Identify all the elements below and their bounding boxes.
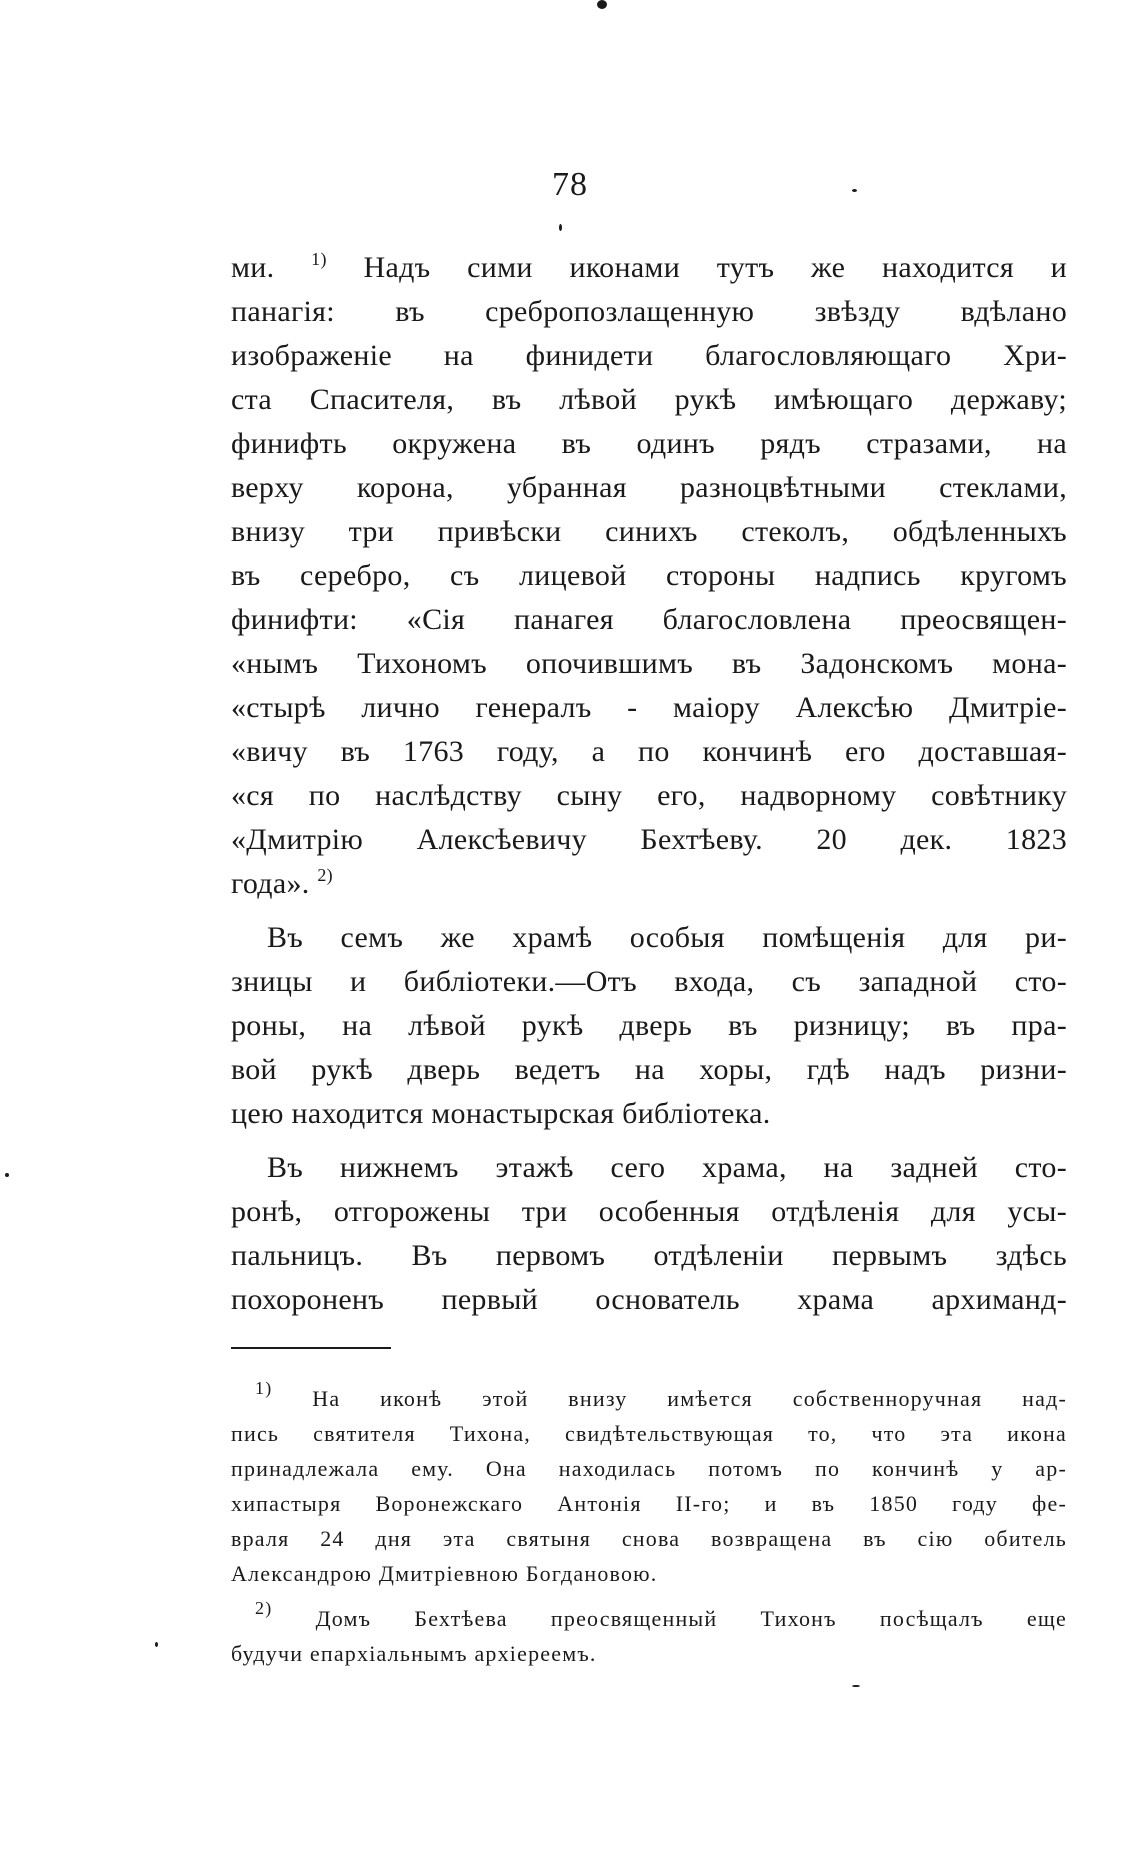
footnote-divider — [231, 1347, 391, 1349]
text-line: панагія: въ сребропозлащенную звѣзду вдѣлано — [231, 295, 1067, 328]
footnote-line: принадлежала ему. Она находилась потомъ по кончинѣ у ар- — [231, 1456, 1067, 1481]
text-line: финифть окружена въ одинъ рядъ стразами, на — [231, 427, 1067, 460]
text-line: года». $^{2)}$ — [231, 865, 333, 900]
text-line: «стырѣ лично генералъ - маіору Алексѣю Дмитріе- — [231, 691, 1067, 724]
footnote-line: Александрою Дмитріевною Богдановою. — [231, 1561, 658, 1586]
text-line: Въ нижнемъ этажѣ сего храма, на задней сто- — [267, 1151, 1067, 1184]
text-line: «ся по наслѣдству сыну его, надворному совѣтнику — [231, 779, 1067, 812]
text-line: внизу три привѣски синихъ стеколъ, обдѣленныхъ — [231, 515, 1067, 548]
scan-speck — [155, 1642, 158, 1647]
footnote-line: пись святителя Тихона, свидѣтельствующая то, что эта икона — [231, 1421, 1067, 1446]
footnote-line: $^{2)}$ Домъ Бехтѣева преосвященный Тихонъ посѣщалъ еще — [255, 1598, 1067, 1631]
footnote-line: будучи епархіальнымъ архіереемъ. — [231, 1641, 597, 1666]
footnote-line: $^{1)}$ На иконѣ этой внизу имѣется собственноручная над- — [255, 1378, 1067, 1411]
text-line: пальницъ. Въ первомъ отдѣленіи первымъ здѣсь — [231, 1239, 1067, 1272]
text-line: «нымъ Тихономъ опочившимъ въ Задонскомъ мона- — [231, 647, 1067, 680]
text-line: финифти: «Сія панагея благословлена преосвящен- — [231, 603, 1067, 636]
text-line: верху корона, убранная разноцвѣтными стеклами, — [231, 471, 1067, 504]
footnote-ref-2: 2) — [317, 865, 333, 885]
scan-speck — [852, 189, 857, 192]
footnotes — [231, 1378, 1067, 1671]
footnote-mark-2: 2) — [255, 1598, 273, 1618]
footnote-line: враля 24 дня эта святыня снова возвращена въ сію обитель — [231, 1526, 1067, 1551]
text-line: Въ семъ же храмѣ особыя помѣщенія для ри- — [267, 921, 1067, 954]
text-line: «вичу въ 1763 году, а по кончинѣ его доставшая- — [231, 735, 1067, 768]
text-line: зницы и библіотеки.—Отъ входа, съ западной сто- — [231, 965, 1067, 998]
text-line: ми. $^{1)}$ Надъ сими иконами тутъ же находится и — [231, 249, 1068, 284]
text-line: цею находится монастырская библіотека. — [231, 1097, 771, 1130]
text-line: «Дмитрію Алексѣевичу Бехтѣеву. 20 дек. 1823 — [231, 823, 1067, 856]
scan-speck — [559, 224, 562, 231]
text-line: въ серебро, съ лицевой стороны надпись кругомъ — [231, 559, 1067, 592]
footnote-line: хипастыря Воронежскаго Антонія II-го; и въ 1850 году фе- — [231, 1491, 1067, 1516]
footnote-mark-1: 1) — [255, 1378, 273, 1398]
scan-speck — [852, 1685, 860, 1687]
text-line: роны, на лѣвой рукѣ дверь въ ризницу; въ пра- — [231, 1009, 1067, 1042]
text-line: вой рукѣ дверь ведетъ на хоры, гдѣ надъ ризни- — [231, 1053, 1067, 1086]
text-line: ронѣ, отгорожены три особенныя отдѣленія для усы- — [231, 1195, 1067, 1228]
scan-speck — [5, 1173, 9, 1177]
page-number: 78 — [552, 166, 588, 203]
scan-speck — [597, 0, 607, 9]
footnote-ref-1: 1) — [311, 249, 327, 269]
main-text — [231, 246, 1067, 1322]
text-line: изображеніе на финидети благословляющаго Хри- — [231, 339, 1067, 372]
text-line: похороненъ первый основатель храма архиманд- — [231, 1283, 1067, 1316]
text-line: ста Спасителя, въ лѣвой рукѣ имѣющаго державу; — [231, 383, 1067, 416]
